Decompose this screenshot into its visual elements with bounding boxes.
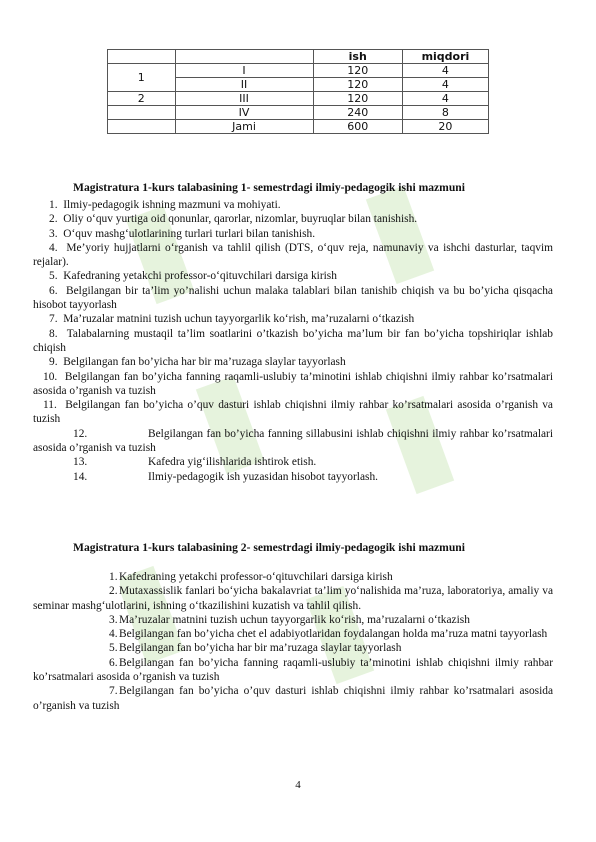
list-item — [33, 269, 553, 283]
table-cell-semester: IV — [175, 106, 313, 120]
list-item-number: 1. — [49, 199, 58, 211]
list-item-text: Mutaxassislik fanlari bo‘yicha bakalavriat ta’lim yo‘nalishida ma’ruza, laboratoriya, amaliy va seminar mashg‘ulotlarini, ishning o‘tkazilishini kuzatish va tahlil qilish. — [33, 585, 553, 612]
list-item-text: Me’yoriy hujjatlarni o‘rganish va tahlil qilish (DTS, o‘quv reja, namunaviy va ishchi dasturlar, taqvim rejalar). — [33, 241, 554, 269]
list-item-number: 11. — [43, 399, 57, 412]
list-item — [33, 241, 553, 270]
list-item — [33, 584, 553, 613]
section1-list — [33, 198, 553, 484]
list-item-text: Belgilangan fan bo’yicha chet el adabiyotlaridan foydalangan holda ma’ruza matni tayyorlash — [119, 628, 548, 641]
table-header-cell — [175, 50, 313, 64]
table-cell-credits: 4 — [402, 78, 488, 92]
list-item — [33, 227, 553, 241]
list-item-text: Ma’ruzalar matnini tuzish uchun tayyorgarlik ko‘rish, ma’ruzalarni o‘tkazish — [63, 313, 415, 326]
list-item-text: Belgilangan fan bo’yicha fanning raqamli-uslubiy ta’minotini ishlab chiqishni ilmiy rahbar ko’rsatmalari asosida o’rganish va tuzish — [33, 370, 553, 397]
list-item — [33, 427, 553, 456]
table-header-cell — [108, 50, 176, 64]
list-item-text: Belgilangan fan bo’yicha har bir ma’ruzaga slaylar tayyorlash — [119, 642, 402, 655]
list-item — [33, 198, 553, 212]
list-item-number: 14. — [73, 470, 88, 483]
list-item-number: 5. — [49, 270, 58, 283]
list-item — [33, 470, 553, 484]
list-item — [33, 684, 553, 713]
list-item-number: 12. — [73, 427, 88, 440]
table-cell-total-hours: 600 — [313, 120, 402, 134]
list-item — [33, 627, 553, 641]
table-cell-hours: 120 — [313, 92, 402, 106]
list-item — [33, 656, 553, 685]
list-item — [33, 312, 553, 326]
list-item — [33, 455, 553, 469]
section2-list — [33, 570, 553, 713]
list-item-number: 6. — [49, 284, 58, 297]
list-item-number: 9. — [49, 356, 58, 369]
list-item-text: Belgilangan fan bo’yicha har bir ma’ruzaga slaylar tayyorlash — [63, 356, 346, 369]
table-cell-hours: 240 — [313, 106, 402, 120]
list-item — [33, 398, 553, 427]
list-item-text: O‘quv mashg‘ulotlarining turlari turlari bilan tanishish. — [63, 227, 316, 240]
list-item-number: 4. — [109, 628, 118, 641]
table-cell-course — [108, 106, 176, 120]
list-item-text: Ilmiy-pedagogik ishning mazmuni va mohiyati. — [63, 199, 281, 211]
list-item — [33, 370, 553, 399]
list-item-text: Ma’ruzalar matnini tuzish uchun tayyorgarlik ko‘rish, ma’ruzalarni o‘tkazish — [119, 613, 470, 626]
table-row — [108, 64, 489, 78]
table-header-row — [108, 50, 489, 64]
table-row — [108, 106, 489, 120]
list-item — [33, 212, 553, 226]
table-cell-credits: 8 — [402, 106, 488, 120]
list-item-number: 10. — [43, 370, 58, 383]
list-item-number: 3. — [109, 613, 118, 626]
table-cell-total-label: Jami — [175, 120, 313, 134]
table-cell-semester: I — [175, 64, 313, 78]
table-header-cell: ish — [313, 50, 402, 64]
table-cell-course: 1 — [108, 64, 176, 92]
hours-table — [107, 49, 489, 134]
table-cell-course — [108, 120, 176, 134]
list-item-text: Talabalarning mustaqil ta’lim soatlarini o’tkazish bo’yicha ma’lum bir fan bo’yicha topshiriqlar ishlab chiqish — [33, 327, 553, 354]
section1-title: Magistratura 1-kurs talabasining 1- semestrdagi ilmiy-pedagogik ishi mazmuni — [73, 181, 465, 194]
list-item — [33, 570, 553, 584]
table-header-cell: miqdori — [402, 50, 488, 64]
list-item-text: Ilmiy-pedagogik ish yuzasidan hisobot tayyorlash. — [148, 470, 378, 483]
table-cell-course: 2 — [108, 92, 176, 106]
list-item-text: Oliy o‘quv yurtiga oid qonunlar, qarorlar, nizomlar, buyruqlar bilan tanishish. — [63, 213, 418, 226]
list-item — [33, 613, 553, 627]
list-item — [33, 327, 553, 356]
table-cell-credits: 4 — [402, 92, 488, 106]
list-item-number: 7. — [109, 685, 118, 698]
list-item-number: 5. — [109, 642, 118, 655]
list-item-number: 13. — [73, 456, 88, 469]
table-cell-total-credits: 20 — [402, 120, 488, 134]
list-item-text: Belgilangan fan bo’yicha fanning raqamli-uslubiy ta’minotini ishlab chiqishni ilmiy rahbar ko’rsatmalari asosida o’rganish va tuzish — [33, 656, 553, 684]
list-item-number: 3. — [49, 227, 58, 240]
list-item-text: Belgilangan fan bo’yicha o’quv dasturi ishlab chiqishni ilmiy rahbar ko’rsatmalari asosida o’rganish va tuzish — [33, 685, 553, 712]
list-item-text: Belgilangan bir ta’lim yo’nalishi uchun malaka talablari bilan tanishib chiqish va bu bo’yicha qisqacha hisobot tayyorlash — [33, 284, 553, 312]
list-item-text: Kafedraning yetakchi professor-o‘qituvchilari darsiga kirish — [63, 270, 337, 283]
list-item-number: 2. — [109, 585, 118, 598]
table-cell-hours: 120 — [313, 78, 402, 92]
list-item-number: 2. — [49, 213, 58, 226]
list-item-text: Kafedraning yetakchi professor-o‘qituvchilari darsiga kirish — [119, 571, 393, 583]
table-total-row — [108, 120, 489, 134]
page-number: 4 — [295, 779, 301, 791]
list-item-number: 1. — [109, 571, 118, 583]
list-item-number: 4. — [49, 241, 58, 254]
list-item-text: Belgilangan fan bo’yicha o’quv dasturi ishlab chiqishni ilmiy rahbar ko’rsatmalari asosida o’rganish va tuzish — [33, 399, 553, 426]
section2-title: Magistratura 1-kurs talabasining 2- semestrdagi ilmiy-pedagogik ishi mazmuni — [73, 541, 465, 554]
list-item-number: 6. — [109, 656, 118, 669]
list-item-text: Kafedra yig‘ilishlarida ishtirok etish. — [148, 456, 317, 469]
list-item-number: 8. — [49, 327, 58, 340]
list-item — [33, 355, 553, 369]
list-item-text: Belgilangan fan bo’yicha fanning sillabusini ishlab chiqishni ilmiy rahbar ko’rsatmalari asosida o’rganish va tuzish — [33, 427, 553, 455]
list-item-number: 7. — [49, 313, 58, 326]
table-cell-credits: 4 — [402, 64, 488, 78]
table-cell-semester: II — [175, 78, 313, 92]
table-cell-hours: 120 — [313, 64, 402, 78]
table-cell-semester: III — [175, 92, 313, 106]
table-row — [108, 92, 489, 106]
list-item — [33, 284, 553, 313]
list-item — [33, 641, 553, 655]
